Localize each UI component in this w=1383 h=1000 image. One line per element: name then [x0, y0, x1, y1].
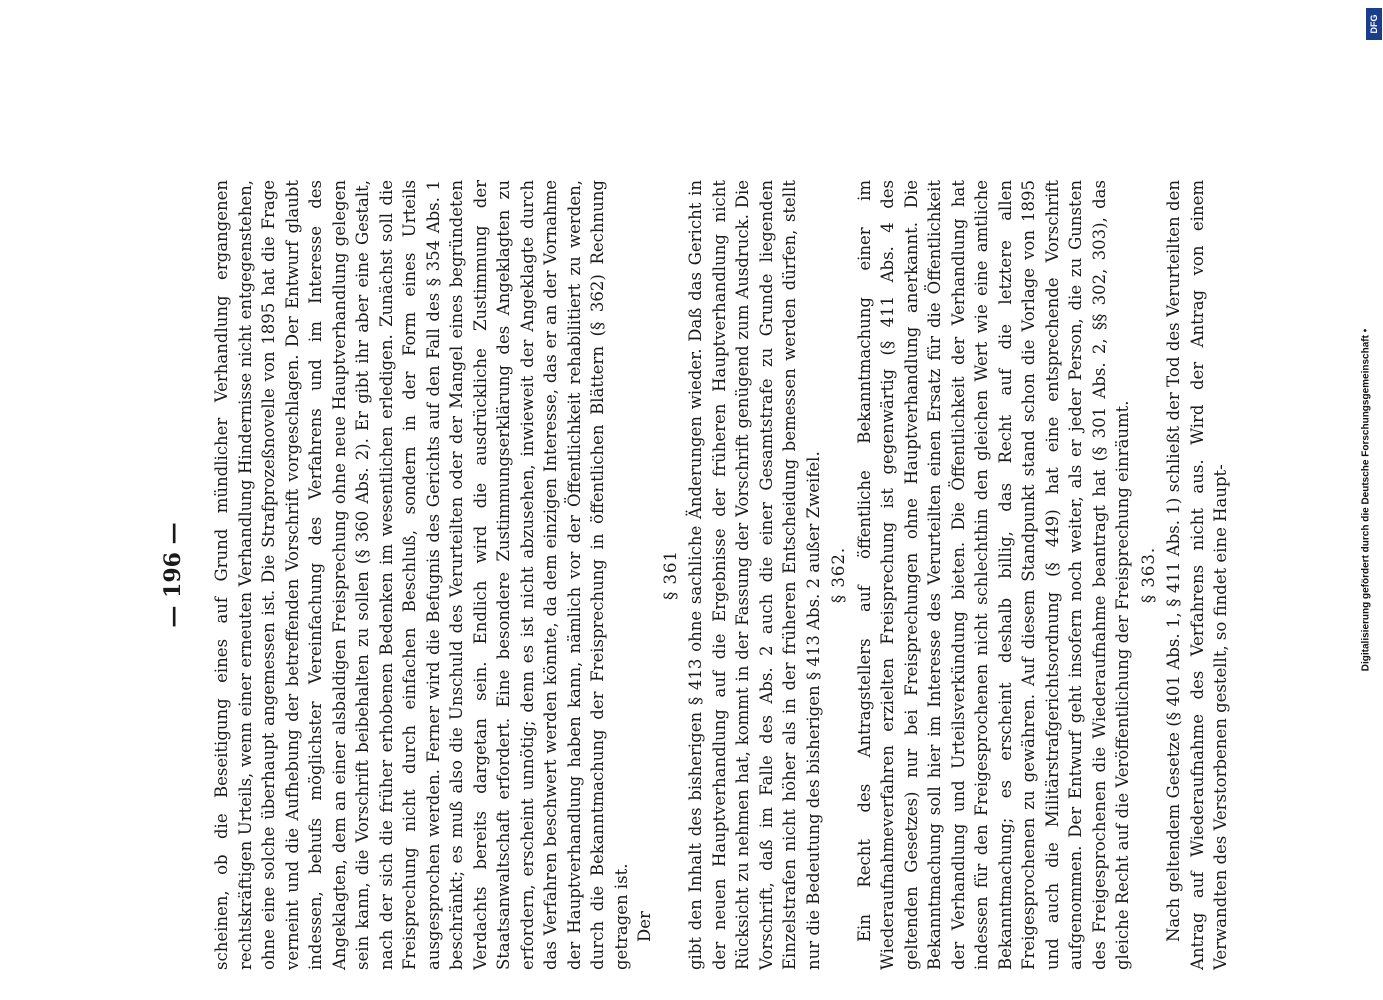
- digitization-credit-text: Digitalisierung gefördert durch die Deutsche Forschungsgemeinschaft •: [1360, 328, 1372, 672]
- paragraph-2: gibt den Inhalt des bisherigen § 413 ohne sachliche Änderungen wieder. Daß das Gericht in der neuen Hauptverhandlung auf die Ergebnisse der früheren Hauptverhandlung nicht Rücksicht zu nehmen hat, kommt in der Fassung der Vorschrift genügend zum Ausdruck. Die Vorschrift, daß im Falle des Abs. 2 auch die einer Gesamtstrafe zu Grunde liegenden Einzelstrafen nicht höher als in der früheren Entscheidung bemessen werden dürfen, stellt nur die Bedeutung des bisherigen § 413 Abs. 2 außer Zweifel.: [686, 180, 823, 970]
- dfg-logo-icon: [1366, 8, 1382, 40]
- dfg-logo-label: DFG: [1369, 14, 1379, 34]
- digitization-credit: [1346, 0, 1383, 1000]
- paragraph-1: scheinen, ob die Beseitigung eines auf Grund mündlicher Verhandlung ergangenen rechtskräftigen Urteils, wenn einer erneuten Verhandlung Hindernisse nicht entgegenstehen, ohne eine solche überhaupt angemessen ist. Die Strafprozeßnovelle von 1895 hat die Frage verneint und die Aufhebung der betreffenden Vorschrift vorgeschlagen. Der Entwurf glaubt indessen, behufs möglichster Vereinfachung des Verfahrens und im Interesse des Angeklagten, dem an einer alsbaldigen Freisprechung ohne neue Hauptverhandlung gelegen sein kann, die Vorschrift beibehalten zu sollen (§ 360 Abs. 2). Er gibt ihr aber eine Gestalt, nach der sich die früher erhobenen Bedenken im wesentlichen erledigen. Zunächst soll die Freisprechung nicht durch einfachen Beschluß, sondern in der Form eines Urteils ausgesprochen werden. Ferner wird die Befugnis des Gerichts auf den Fall des § 354 Abs. 1 beschränkt; es muß also die Unschuld des Verurteilten oder der Mangel eines begründeten Verdachts bereits dargetan sein. Endlich wird die ausdrückliche Zustimmung der Staatsanwaltschaft erfordert. Eine besondere Zustimmungserklärung des Angeklagten zu erfordern, erscheint unnötig; denn es ist nicht abzusehen, inwieweit der Angeklagte durch das Verfahren beschwert werden könnte, da dem einzigen Interesse, das er an der Vornahme der Hauptverhandlung haben kann, nämlich vor der Öffentlichkeit rehabilitiert zu werden, durch die Bekanntmachung der Freisprechung in öffentlichen Blättern (§ 362) Rechnung getragen ist.: [212, 180, 631, 970]
- section-361-heading: § 361: [660, 550, 680, 600]
- page-number-header: — 196 —: [160, 522, 186, 628]
- section-362-heading: § 362.: [829, 546, 848, 604]
- paragraph-3: Ein Recht des Antragstellers auf öffentliche Bekanntmachung einer im Wiederaufnahmeverfahren erzielten Freisprechung ist gegenwärtig (§ 411 Abs. 4 des geltenden Gesetzes) nur bei Freisprechungen ohne Hauptverhandlung anerkannt. Die Bekanntmachung soll hier im Interesse des Verurteilten einen Ersatz für die Öffentlichkeit der Verhandlung und Urteilsverkündung bieten. Die Öffentlichkeit der Verhandlung hat indessen für den Freigesprochenen nicht schlechthin den gleichen Wert wie eine amtliche Bekanntmachung; es erscheint deshalb billig, das Recht auf die letztere allen Freigesprochenen zu gewähren. Auf diesem Standpunkt stand schon die Vorlage von 1895 und auch die Militärstrafgerichtsordnung (§ 449) hat eine entsprechende Vorschrift aufgenommen. Der Entwurf geht insofern noch weiter, als er jeder Person, die zu Gunsten des Freigesprochenen die Wiederaufnahme beantragt hat (§ 301 Abs. 2, §§ 302, 303), das gleiche Recht auf die Veröffentlichung der Freisprechung einräumt.: [854, 180, 1132, 970]
- section-363-heading: § 363.: [1138, 546, 1158, 604]
- rotated-page: [150, 180, 1230, 970]
- paragraph-2-lead: Der: [635, 911, 654, 942]
- paragraph-4: Nach geltendem Gesetze (§ 401 Abs. 1, § 411 Abs. 1) schließt der Tod des Verurteilten den Antrag auf Wiederaufnahme des Verfahrens nicht aus. Wird der Antrag von einem Verwandten des Verstorbenen gestellt, so findet eine Haupt-: [1164, 180, 1230, 970]
- text-column: [210, 180, 1233, 970]
